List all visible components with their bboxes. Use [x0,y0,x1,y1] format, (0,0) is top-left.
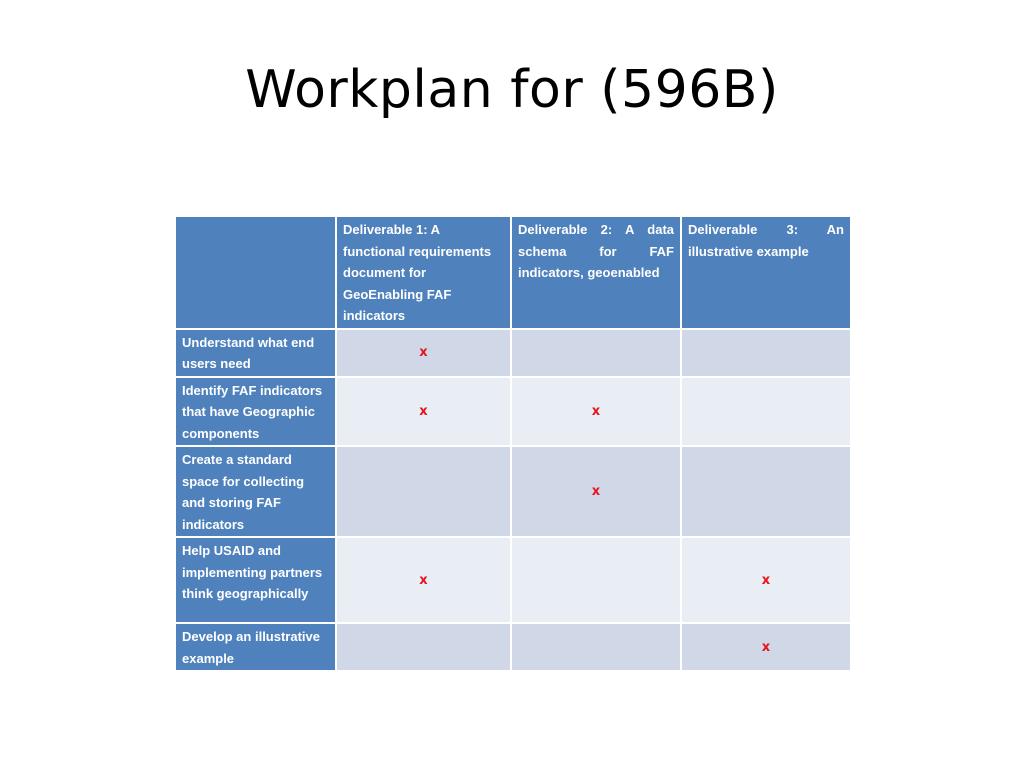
table-row [175,377,851,447]
table-header-row [175,216,851,329]
table-row [175,537,851,623]
slide-title: Workplan for (596B) [245,60,779,120]
mark-cell: x [336,329,511,377]
mark-cell [681,377,851,447]
header-deliverable-1: Deliverable 1: A functional requirements document for GeoEnabling FAF indicators [336,216,511,329]
mark-cell [336,623,511,671]
mark-cell [511,537,681,623]
mark-cell: x [681,537,851,623]
mark-cell: x [681,623,851,671]
mark-cell: x [511,377,681,447]
table-row [175,446,851,537]
mark-cell [336,446,511,537]
header-corner-cell [175,216,336,329]
row-label: Develop an illustrative example [175,623,336,671]
table-row [175,623,851,671]
header-deliverable-2: Deliverable 2: A data schema for FAF indicators, geoenabled [511,216,681,329]
mark-cell: x [511,446,681,537]
row-label: Understand what end users need [175,329,336,377]
mark-cell: x [336,377,511,447]
mark-cell [681,446,851,537]
header-deliverable-3: Deliverable 3: An illustrative example [681,216,851,329]
mark-cell: x [336,537,511,623]
mark-cell [681,329,851,377]
workplan-table [174,215,852,672]
table-row [175,329,851,377]
mark-cell [511,329,681,377]
row-label: Create a standard space for collecting and storing FAF indicators [175,446,336,537]
row-label: Help USAID and implementing partners think geographically [175,537,336,623]
row-label: Identify FAF indicators that have Geographic components [175,377,336,447]
mark-cell [511,623,681,671]
